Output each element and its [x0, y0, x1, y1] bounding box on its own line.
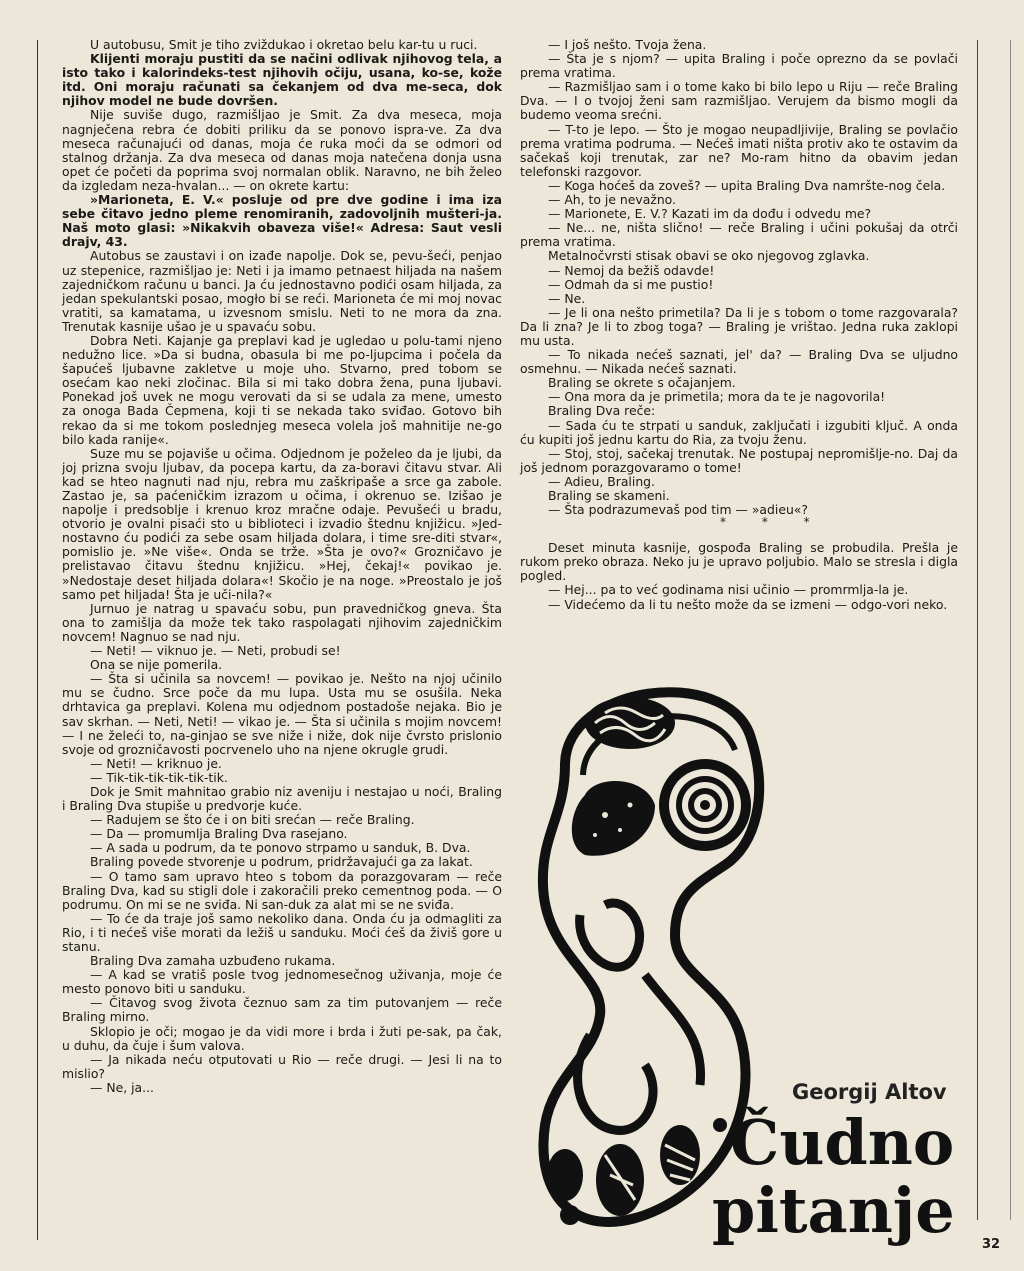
paragraph: Jurnuo je natrag u spavaću sobu, pun pravedničkog gneva. Šta ona to zamišlja da može tek tako raspolagati njihovim zajedničkim novcem! Nagnuo se nad nju.	[62, 600, 502, 644]
story-title-line-1: Čudno	[730, 1106, 955, 1179]
paragraph: — Ona mora da je primetila; mora da te je nagovorila!	[548, 389, 886, 405]
paragraph: Klijenti moraju pustiti da se načini odlivak njihovog tela, a isto tako i kalorindeks-test njihovih očiju, usana, ko-se, kože itd. Oni moraju računati sa čekanjem od dva me-seca, dok njihov model ne bude dovršen.	[62, 51, 502, 109]
page-number: 32	[982, 1237, 1001, 1252]
paragraph: — Da — promumlja Braling Dva rasejano.	[90, 826, 348, 842]
left-text-column	[62, 38, 502, 1095]
paragraph: Braling Dva reče:	[548, 403, 656, 419]
paragraph: — Adieu, Braling.	[548, 473, 655, 489]
paragraph: — Neti! — viknuo je. — Neti, probudi se!	[90, 643, 341, 659]
paragraph: U autobusu, Smit je tiho zviždukao i okretao belu kar-tu u ruci.	[90, 37, 478, 52]
paragraph: — Tik-tik-tik-tik-tik-tik.	[90, 769, 228, 785]
paragraph: Metalnočvrsti stisak obavi se oko njegovog zglavka.	[548, 248, 870, 264]
story-title-line-2: pitanje	[712, 1174, 955, 1247]
page-edge-rule	[1010, 40, 1011, 1220]
paragraph: — Neti! — kriknuo je.	[90, 755, 222, 771]
paragraph: Ona se nije pomerila.	[90, 657, 223, 673]
paragraph: Braling se skameni.	[548, 488, 670, 503]
paragraph: Suze mu se pojaviše u očima. Odjednom je poželeo da je ljubi, da joj prizna svoju ljubav, da pocepa kartu, da za-boravi čitavu stvar. Ali kad se hteo nagnuti nad nju, rebra mu zaškripaše a srce ga zabole. Zastao je, sa paćeničkim izrazom u očima, i okrenuo se. Izišao je napolje i predsoblje i krenuo kroz mračne odaje. Pevušeći u bradu, otvorio je ovalni pisaći sto u biblioteci i izvadio štednu knjižicu. »Jed-nostavno ću podići za sebe osam hiljada dolara, i time sre-diti stvar«, pomislio je. »Ne više«. Onda se trže. »Šta je ovo?« Grozničavo je prelistavao čitavu štednu knjižicu. »Hej, čekaj!« povikao je. »Nedostaje deset hiljada dolara«! Skočio je na noge. »Preostalo je još samo pet hiljada! Šta je uči-nila?«	[62, 445, 502, 602]
paragraph: — A kad se vratiš posle tvog jednomesečnog uživanja, moje će mesto ponovo biti u sanduku.	[62, 967, 502, 997]
paragraph: — Videćemo da li tu nešto može da se izmeni — odgo-vori neko.	[548, 596, 948, 612]
paragraph: Braling povede stvorenje u podrum, pridržavajući ga za lakat.	[90, 854, 473, 870]
paragraph: — Ne... ne, ništa slično! — reče Braling i učini pokušaj da otrči prema vratima.	[520, 220, 958, 250]
paragraph: — To će da traje još samo nekoliko dana. Onda ću ja odmagliti za Rio, i ti nećeš više morati da ležiš u sanduku. Moći ćeš da živiš gore u stanu.	[62, 910, 502, 954]
paragraph: — O tamo sam upravo hteo s tobom da porazgovaram — reče Braling Dva, kad su stigli dole i zakoračili preko cementnog poda. — O podrumu. On mi se ne sviđa. Ni san-duk za alat mi se ne sviđa.	[62, 868, 502, 912]
paragraph: — Ah, to je nevažno.	[548, 192, 676, 208]
paragraph: — Čitavog svog života čeznuo sam za tim putovanjem — reče Braling mirno.	[62, 995, 502, 1025]
paragraph: — Razmišljao sam i o tome kako bi bilo lepo u Riju — reče Braling Dva. — I o tvojoj ženi sam razmišljao. Verujem da bismo mogli da budemo veoma srećni.	[520, 79, 958, 123]
paragraph: Dok je Smit mahnitao grabio niz aveniju i nestajao u noći, Braling i Braling Dva stupiše u predvorje kuće.	[62, 783, 502, 814]
paragraph: — Marionete, E. V.? Kazati im da dođu i odvedu me?	[548, 206, 872, 222]
paragraph: — Šta je s njom? — upita Braling i poče oprezno da se povlači prema vratima.	[520, 51, 958, 81]
paragraph: — To nikada nećeš saznati, jel' da? — Braling Dva se uljudno osmehnu. — Nikada nećeš saznati.	[520, 347, 958, 377]
section-separator: * * *	[720, 515, 826, 530]
paragraph: »Marioneta, E. V.« posluje od pre dve godine i ima iza sebe čitavo jedno pleme renomiranih, zadovoljnih mušteri-ja. Naš moto glasi: »Nikakvih obaveza više!« Adresa: Saut vesli drajv, 43.	[62, 192, 502, 250]
paragraph: — Je li ona nešto primetila? Da li je s tobom o tome razgovarala? Da li zna? Je li to zbog toga? — Braling je vrištao. Jedna ruka zaklopi mu usta.	[520, 304, 958, 348]
paragraph: Nije suviše dugo, razmišljao je Smit. Za dva meseca, moja nagnječena rebra će dobiti priliku da se ponovo ispra-ve. Za dva meseca računajući od danas, moja će ruka moći da se odmori od stalnog držanja. Za dva meseca od danas moja natečena donja usna opet će početi da poprima svoj normalan oblik. Naravno, ne bih želeo da izgledam neza-hvalan... — on okrete kartu:	[62, 107, 502, 193]
paragraph: Braling se okrete s očajanjem.	[548, 375, 736, 391]
paragraph: Braling Dva zamaha uzbuđeno rukama.	[90, 953, 336, 969]
paragraph: — Stoj, stoj, sačekaj trenutak. Ne postupaj nepromišlje-no. Daj da još jednom porazgovaramo o tome!	[520, 445, 958, 475]
paragraph: Dobra Neti. Kajanje ga preplavi kad je ugledao u polu-tami njeno nedužno lice. »Da si budna, obasula bi me po-ljupcima i počela da šapućeš ljubavne zakletve u moje uho. Stvarno, pred tobom se osećam kao neki zločinac. Bila si mi tako dobra žena, puna ljubavi. Ponekad još uvek ne mogu verovati da si se udala za mene, umesto za onoga Bada Čepmena, koji ti se nekada tako sviđao. Gotovo bih rekao da si me tokom poslednjeg meseca volela još mahnitije ne-go bilo kada ranije«.	[62, 332, 502, 447]
paragraph: Sklopio je oči; mogao je da vidi more i brda i žuti pe-sak, pa čak, u duhu, da čuje i šum valova.	[62, 1023, 502, 1053]
right-text-column	[520, 38, 958, 612]
paragraph: — Odmah da si me pustio!	[548, 276, 714, 292]
paragraph: — I još nešto. Tvoja žena.	[548, 37, 707, 52]
brain-oval	[585, 697, 675, 749]
paragraph: — Hej... pa to već godinama nisi učinio — promrmlja-la je.	[548, 582, 909, 598]
paragraph: — A sada u podrum, da te ponovo strpamo u sanduk, B. Dva.	[90, 840, 471, 856]
paragraph: Autobus se zaustavi i on izađe napolje. Dok se, pevu-šeći, penjao uz stepenice, razmišljao je: Neti i ja imamo petnaest hiljada na našem zajedničkom računu u banci. Ja ću jednostavno podići osam hiljada, za jedan spekulantski posao, mogło bi se reći. Marioneta će mi moj novac vratiti, sa kamatama, u izvesnom smislu. Neti to ne mora da zna. Trenutak kasnije ušao je u spavaću sobu.	[62, 248, 502, 334]
paragraph: Deset minuta kasnije, gospođa Braling se probudila. Prešla je rukom preko obraza. Neko ju je upravo poljubio. Malo se stresla i digla pogled.	[520, 540, 958, 584]
paragraph: — Šta podrazumevaš pod tim — »adieu«?	[548, 502, 808, 518]
paragraph: — T-to je lepo. — Što je mogao neupadljivije, Braling se povlačio prema vratima podruma. — Nećeš imati ništa protiv ako te ostavim da sačekaš koji trenutak, zar ne? Mo-ram hitno da obavim jedan telefonski razgovor.	[520, 121, 959, 179]
paragraph: — Ja nikada neću otputovati u Rio — reče drugi. — Jesi li na to mislio?	[62, 1051, 502, 1081]
left-margin-rule	[37, 40, 38, 1240]
right-margin-rule	[977, 40, 978, 1220]
right-text-part-2	[520, 541, 958, 611]
paragraph: — Sada ću te strpati u sanduk, zaključati i izgubiti ključ. A onda ću kupiti još jednu kartu do Ria, za tvoju ženu.	[520, 417, 958, 447]
paragraph: — Ne, ja...	[90, 1079, 154, 1095]
paragraph: — Šta si učinila sa novcem! — povikao je. Nešto na njoj učinilo mu se čudno. Srce poče da mu lupa. Usta mu se osušila. Neka drhtavica ga preplavi. Kolena mu odjednom postadoše nejaka. Bio je sav skrhan. — Neti, Neti! — vikao je. — Šta si učinila s mojim novcem! — I ne želeći to, na-ginjao se sve niže i niže, dok nije čvrsto prislonio svoje od grozničavosti pocrvenelo uho na njene okrugle grudi.	[62, 671, 502, 757]
paragraph: — Ne.	[548, 290, 586, 306]
paragraph: — Nemoj da bežiš odavde!	[548, 262, 715, 278]
paragraph: — Koga hoćeš da zoveš? — upita Braling Dva namršte-nog čela.	[548, 177, 946, 193]
paragraph: — Radujem se što će i on biti srećan — reče Braling.	[90, 812, 415, 828]
author-name: Georgij Altov	[792, 1080, 947, 1104]
right-text-part-1	[520, 38, 958, 517]
